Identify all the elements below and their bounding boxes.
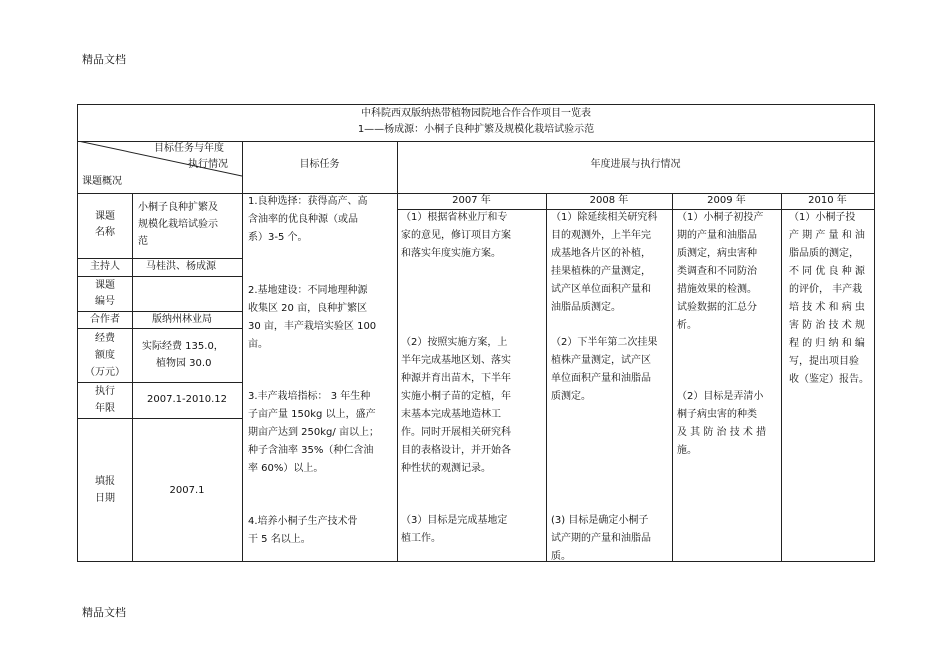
host-label: 主持人 xyxy=(90,261,120,272)
fill-date-label: 填报 xyxy=(95,476,115,487)
left-col-divider xyxy=(132,193,133,561)
period-label: 执行 xyxy=(95,386,115,397)
project-code-label: 课题 xyxy=(95,280,115,291)
year-2010-header: 2010 年 xyxy=(808,195,847,206)
fill-date-label-2: 日期 xyxy=(95,493,115,504)
period-label-2: 年限 xyxy=(95,403,115,414)
left-row-6 xyxy=(78,418,242,419)
project-name-value-2: 规模化栽培试验示 xyxy=(138,219,218,230)
progress-column-header: 年度进展与执行情况 xyxy=(590,159,681,170)
year-2007-header: 2007 年 xyxy=(452,195,491,206)
diag-bottom-label: 课题概况 xyxy=(82,176,122,187)
fund-label-3: （万元） xyxy=(85,367,125,378)
project-code-label-2: 编号 xyxy=(95,296,115,307)
goal-col-left xyxy=(242,141,243,561)
page-footer: 精品文档 xyxy=(82,606,126,619)
host-value: 马桂洪、杨成源 xyxy=(146,261,216,272)
project-name-value-3: 范 xyxy=(138,236,148,247)
fund-value-2: 植物园 30.0 xyxy=(156,358,212,369)
fund-value: 实际经费 135.0， xyxy=(142,341,224,352)
project-table: 中科院西双版纳热带植物园院地合作合作项目一览表 1——杨成源：小桐子良种扩繁及规模化栽培试验示范 目标任务与年度 执行情况 课题概况 目标任务 年度进展与执行情况 2007 年 2008 年 2009 年 2010 年 课题 名称 小桐子良种扩繁及 规模化栽培试验示 范 主持人 马桂洪、杨成源 课题 编号 合作者 版纳州林业局 经费 额度 （万元） 实际经费 135.0， 植物园 30.0 执行 年限 2007.1-2010.12 填报 日期 2007.1 1.良种选择：获得高产、高 含油率的优良种源（或品 系）3-5 个。 2.基地建设：不同地理种源 收集区 20 亩，良种扩繁区 30 亩，丰产栽培实验区 100 亩。 3.丰产栽培指标： 3 年生种 子亩产量 150kg 以上，盛产 期亩产达到 250kg/ 亩以上； 种子含油率 35%（种仁含油 率 60%）以上。 4.培养小桐子生产技术骨 干 5 名以上。 （1）根据省林业厅和专 家的意见，修订项目方案 和落实年度实施方案。 （2）按照实施方案，上 半年完成基地区划、落实 种源并育出苗木，下半年 实施小桐子苗的定植，年 末基本完成基地造林工 作。同时开展相关研究科 目的表格设计，并开始各 种性状的观测记录。 （3）目标是完成基地定 植工作。 （1）除延续相关研究科 目的观测外，上半年完 成基地各片区的补植， 挂果植株的产量测定， 试产区单位面积产量和 油脂品质测定。 （2）下半年第二次挂果 植株产量测定，试产区 单位面积产量和油脂品 质测定。 (3) 目标是确定小桐子 试产期的产量和油脂品 质。 （1）小桐子初投产 期的产量和油脂品 质测定，病虫害种 类调查和不同防治 措施效果的检测。 试验数据的汇总分 析。 （2）目标是弄清小 桐子病虫害的种类 及 其 防 治 技 术 措 施。 （1）小桐子投 产 期 产 量 和 油 脂品质的测定， 不 同 优 良 种 源 的评价， 丰产栽 培 技 术 和 病 虫 害 防 治 技 术 规 程 的 归 纳 和 编 写，提出项目验 收（鉴定）报告。 xyxy=(77,104,875,562)
project-name-label: 课题 xyxy=(95,211,115,222)
partner-value: 版纳州林业局 xyxy=(152,314,212,325)
project-name-value: 小桐子良种扩繁及 xyxy=(138,202,218,213)
partner-label: 合作者 xyxy=(90,314,120,325)
fill-date-value: 2007.1 xyxy=(169,485,205,496)
diag-top-label-2: 执行情况 xyxy=(188,159,228,170)
year-col-2 xyxy=(672,193,673,561)
diag-top-label: 目标任务与年度 xyxy=(154,143,224,154)
year-col-1 xyxy=(546,193,547,561)
period-value: 2007.1-2010.12 xyxy=(147,394,227,405)
fund-label-2: 额度 xyxy=(95,350,115,361)
table-title: 中科院西双版纳热带植物园院地合作合作项目一览表 xyxy=(361,108,591,119)
goal-column-header: 目标任务 xyxy=(299,159,340,170)
left-header-bottom xyxy=(78,193,242,194)
year-2008-header: 2008 年 xyxy=(589,195,629,206)
year-2009-header: 2009 年 xyxy=(707,195,746,206)
fund-label: 经费 xyxy=(95,333,115,344)
page-header: 精品文档 xyxy=(82,53,126,66)
table-subtitle: 1——杨成源：小桐子良种扩繁及规模化栽培试验示范 xyxy=(357,124,595,135)
project-name-label-2: 名称 xyxy=(95,227,115,238)
year-col-3 xyxy=(781,193,782,561)
